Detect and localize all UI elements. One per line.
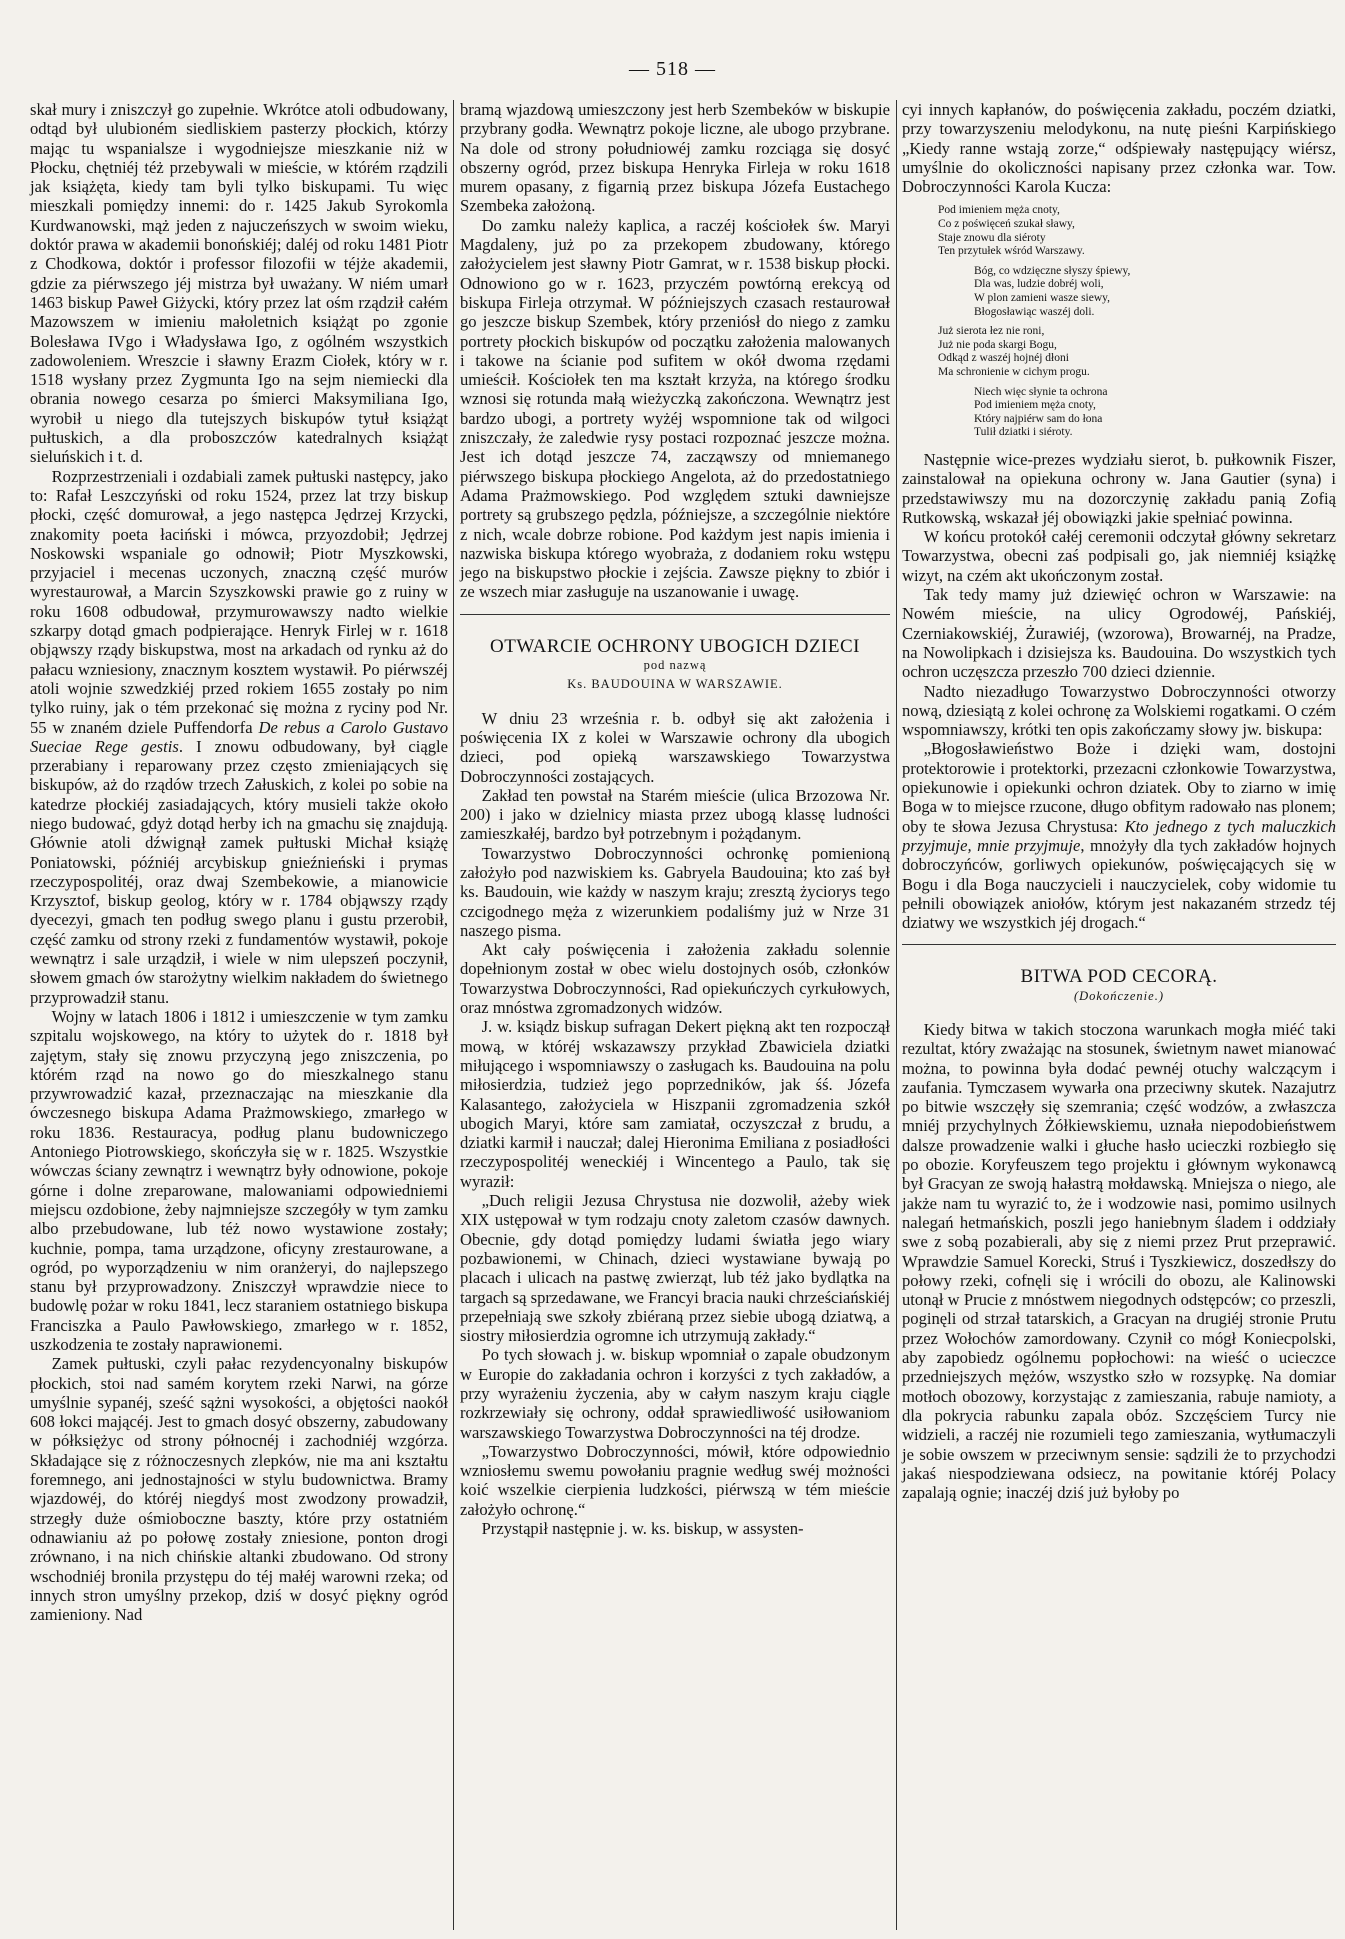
poem-line: Tulił dziatki i siéroty. (974, 426, 1073, 439)
column-divider (453, 100, 454, 1930)
section-rule (460, 614, 890, 615)
text-run: „Błogosławieństwo Boże i dzięki wam, dostojni protektorowie i protektorki, przezacni członkowie Towarzystwa, opiekunowie i opiekunki ochron dziatek. Oby to ziarno w imię Boga w to miejsce rzucone, długo obfitym radowało nas plonem; oby te słowa Jezusa Chrystusa: (902, 739, 1336, 836)
poem-line: Ten przytułek wśród Warszawy. (938, 245, 1085, 258)
paragraph (460, 100, 890, 216)
page-number: — 518 — (629, 58, 716, 80)
paragraph (30, 100, 448, 467)
text-run: W dniu 23 września r. b. odbył się akt założenia i poświęcenia IX z kolei w Warszawie ochrony dla ubogich dzieci, pod opieką warszawskiego Towarzystwa Dobroczynności zostających. (460, 708, 890, 786)
poem-line: Pod imieniem męża cnoty, (974, 399, 1096, 412)
text-run: bramą wjazdową umieszczony jest herb Szembeków w biskupie przybrany godła. Wewnątrz pokoje liczne, ale ubogo przybrane. Na dole od strony południowéj zamku rozciąga się dosyć obszerny ogród, przez biskupa Henryka Firleja w roku 1618 murem opasany, z figarnią przez biskupa Józefa Eustachego Szembeka założoną. (460, 100, 890, 216)
paragraph (30, 1007, 448, 1354)
poem-line: Dla was, ludzie dobréj woli, (974, 278, 1104, 291)
text-run: Zamek pułtuski, czyli pałac rezydencyonalny biskupów płockich, stoi nad samém korytem rzeki Narwi, na górze umyślnie sypanéj, sześć sążni wysokości, a objętości naokół 608 łokci mającéj. Jest to gmach dosyć obszerny, zabudowany w półksiężyc od strony północnéj i zachodniéj wzgórza. Składające się z różnoczesnych zlepków, nie ma ani kształtu foremnego, ani jednostajności w stylu budownictwa. Bramy wjazdowéj, do któréj niegdyś most zwodzony prowadził, strzegły duże ośmioboczne baszty, które przy ostatniém odnawianiu aż po połowę zostały zniesione, ponton drogi zrównano, i na nich chińskie altanki zbudowano. Od strony wschodniéj bronila przystępu do téj małéj warowni rzeka; od innych stron umyślny przekop, dziś w dosyć piękny ogród zamieniony. Nad (30, 1354, 448, 1625)
paragraph (460, 786, 890, 844)
section-subheading: Ks. BAUDOUINA W WARSZAWIE. (567, 677, 783, 692)
poem-line: Staje znowu dla siéroty (938, 231, 1046, 244)
paragraph (30, 467, 448, 1007)
paragraph (902, 585, 1336, 681)
poem-line: Bóg, co wdzięczne słyszy śpiewy, (974, 264, 1131, 277)
section-heading: BITWA POD CECORĄ. (1020, 966, 1218, 988)
poem-line: Niech więc słynie ta ochrona (974, 385, 1108, 398)
paragraph (902, 739, 1336, 932)
italic-text: Kto jednego z tych maluczkich przyjmuje, mnie przyjmuje (902, 816, 1336, 855)
text-run: skał mury i zniszczył go zupełnie. Wkrótce atoli odbudowany, odtąd był ulubioném siedliskiem pasterzy płockich, którzy mając tu wspanialsze i wygodniejsze mieszkanie niż w Płocku, chętniéj téż przebywali w mieście, w którém rządzili jak książęta, kiedy tam byli tylko biskupami. Tu więc mieszkali pomiędzy innemi: do r. 1425 Jakub Syrokomla Kurdwanowski, mąż jeden z najuczeńszych w swoim wieku, doktór prawa w akademii bonońskiéj; daléj od roku 1481 Piotr z Chodkowa, doktór i professor filozofii w téjże akademii, gdzie za piérwszego jéj mistrza był uważany. W niém umarł 1463 biskup Paweł Giżycki, który przez lat ośm rządził całém Mazowszem w imieniu małoletnich książąt po zgonie Bolesława IVgo i Władysława Igo, z ogólném wszystkich zadowoleniem. Wreszcie i sławny Erazm Ciołek, który w r. 1518 wysłany przez Zygmunta Igo na sejm niemiecki dla obrania nowego cesarza po śmierci Maksymiliana Igo, wyrobił u niego dla tutejszych biskupów tytuł książąt pułtuskich, a dla proboszczów katedralnych książąt sieluńskich i t. d. (30, 100, 448, 467)
text-run: Do zamku należy kaplica, a raczéj kościołek św. Maryi Magdaleny, już po za przekopem zbudowany, którego założycielem jest sławny Piotr Gamrat, w r. 1538 biskup płocki. Odnowiono go w r. 1623, przyczém powtórną erekcyą od biskupa Firleja otrzymał. W późniejszych czasach restaurował go jeszcze biskup Szembek, który przeniósł do niego z zamku portrety płockich biskupów od początku założenia malowanych i takowe na ścianie pod sufitem w okół dwoma rzędami umieścił. Kościołek ten ma kształt krzyża, na którego środku wznosi się rotunda małą wieżyczką zakończona. Wewnątrz jest bardzo ubogi, a portrety wyżéj wspomnione tak od wilgoci zniszczały, że zaledwie rysy postaci rozpoznać jeszcze można. Jest ich dotąd jeszcze 74, zacząwszy od mniemanego piérwszego biskupa płockiego Angelota, aż do przedostatniego Adama Prażmowskiego. Pod względem sztuki dawniejsze portrety są grubszego pędzla, późniejsze, a szczególnie niektóre z nich, wcale dobrze robione. Pod każdym jest napis imienia i nazwiska biskupa którego wyobraża, z dodaniem roku wstępu jego na biskupstwo płockie i zejścia. Zawsze piękny to zbiór i ze wszech miar zasługuje na uszanowanie i uwagę. (460, 215, 890, 602)
poem-line: Ma schronienie w cichym progu. (938, 366, 1090, 379)
text-run: Tak tedy mamy już dziewięć ochron w Warszawie: na Nowém mieście, na ulicy Ogrodowéj, Pańskiéj, Czerniakowskiéj, Żurawiéj, (wzorowa), Browarnéj, na Pradze, na Nowolipkach i dzisiejsza ks. Baudouina. Do wszystkich tych ochron uczęszcza przeszło 700 dzieci dziennie. (902, 585, 1336, 682)
text-run: Przystąpił następnie j. w. ks. biskup, w assysten- (481, 1519, 804, 1539)
paragraph (902, 100, 1336, 196)
text-run: Kiedy bitwa w takich stoczona warunkach mogła miéć taki rezultat, który zważając na stosunek, świetnym nawet mianować można, to powinna była dodać pewnéj otuchy walczącym i zaufania. Tymczasem wywarła ona przeciwny skutek. Nazajutrz po bitwie wszczęły się szemrania; część wodzów, a zwłaszcza mniéj przychylnych Żółkiewskiemu, uznała niepodobieństwem dalsze prowadzenie walki i głuche hasło ucieczki rozbiegło się po obozie. Koryfeuszem tego projektu i głównym wykonawcą był Gracyan ze swoją hałastrą mołdawską. Mniejsza o niego, ale jakże nam tu wyrazić to, że i wodzowie nasi, pomimo usilnych nalegań hetmańskich, poszli jego haniebnym śladem i oddziały swe z sobą pozabierali, aby się z niemi przez Prut przeprawić. Wprawdzie Samuel Korecki, Struś i Tyszkiewicz, doszedłszy do połowy rzeki, cofnęli się i wrócili do obozu, ale Kalinowski utonął w Prucie z mnóstwem niegodnych odstępców; co przeszli, poginęli od strzał tatarskich, a Gracyan na drugiéj stronie Prutu przez Wołochów zamordowany. Czynił co mógł Koniecpolski, aby zapobiedz ogólnemu popłochowi: na wieść o ucieczce przedniejszych mężów, wszystko szło w rozsypkę. Na domiar motłoch obozowy, korzystając z zamieszania, rabuje namioty, a dla pokrycia rabunku zapala obóz. Szczęściem Turcy nie widzieli, a raczéj nie rozumieli tego zamieszania, wytłumaczyli je sobie owszem w przeciwnym sensie: sądzili że to przychodzi jakaś niespodziewana odsiecz, na powitanie któréj Polacy zapalają ognie; inaczéj dziś już byłoby po (902, 1020, 1336, 1503)
text-run: J. w. ksiądz biskup sufragan Dekert piękną akt ten rozpoczął mową, w któréj wskazawszy przykład Zbawiciela dziatki miłującego i wspomniawszy o zasługach ks. Baudouina na polu miłosierdzia, tudzież jego poprzedników, jak śś. Józefa Kalasantego, założyciela w Hiszpanii zgromadzenia szkół ubogich Maryi, które sam zamiatał, oczyszczał z brudu, a dziatki karmił i nauczał; dalej Hieronima Emiliana z posiadłości rzeczypospolitéj weneckiéj i Wincentego a Paulo, tak się wyraził: (460, 1017, 890, 1191)
text-run: Rozprzestrzeniali i ozdabiali zamek pułtuski następcy, jako to: Rafał Leszczyński od roku 1524, przez lat trzy biskup płocki, część domurował, a jego następca Jędrzej Krzycki, znakomity poeta łaciński i mówca, przyozdobił; Jędrzej Noskowski wspaniale go odnowił; Piotr Myszkowski, przyjaciel i mecenas uczonych, znaczną część murów wyrestaurował, a Marcin Szyszkowski prawie go z ruiny w roku 1608 odbudował, przymurowawszy nadto wielkie szkarpy dotąd gmach podpierające. Henryk Firlej w r. 1618 objąwszy rządy biskupstwa, most na arkadach od rynku aż do pałacu wzniesiony, znacznym kosztem wystawił. Po piérwszéj atoli wojnie szwedzkiéj przed rokiem 1655 zostały po nim tylko ruiny, jak o tém przekonać się można z ryciny pod Nr. 55 w znaném dziele Puffendorfa (30, 466, 448, 737)
section-subheading: pod nazwą (643, 658, 707, 673)
paragraph (460, 844, 890, 940)
italic-text: De rebus a Carolo Gustavo Sueciae Rege gestis (30, 717, 449, 756)
poem-line: Który najpiérw sam do łona (974, 412, 1103, 425)
poem-stanza (974, 265, 1336, 319)
poem-stanza (938, 325, 1336, 379)
paragraph (902, 1020, 1336, 1502)
poem-stanza (974, 386, 1336, 440)
text-run: Następnie wice-prezes wydziału sierot, b. pułkownik Fiszer, zainstalował na opiekuna ochrony w. Jana Gautier (syna) i przedstawiwszy mu na dozorczynię zakładu panią Zofią Rutkowską, wskazał jéj obowiązki jakie spełniać powinna. (902, 449, 1336, 527)
paragraph (460, 709, 890, 786)
text-run: Wojny w latach 1806 i 1812 i umieszczenie w tym zamku szpitalu wojskowego, na który to użytek do r. 1818 był zajętym, stały się znowu przyczyną jego zniszczenia, po którém rząd na nowo go do mieszkalnego stanu przywrowadzić kazał, przeznaczając na mieszkanie dla ówczesnego biskupa Adama Prażmowskiego, zmarłego w roku 1836. Restauracya, podług planu budowniczego Antoniego Piotrowskiego, skończyła się w r. 1825. Wszystkie wówczas ściany zewnątrz i wewnątrz były odnowione, pokoje górne i dolne zreparowane, malowaniami odpowiedniemi miejscu ozdobione, żeby najmniejsze szczegóły w tym zamku albo przebudowane, lub téż nowo wystawione zostały; kuchnie, pompa, tama urządzone, oficyny zrestaurowane, a ogród, po wyporządzeniu w nim oranżeryi, do najlepszego stanu był przyprowadzony. Zniszczył wprawdzie niece to budowlę pożar w roku 1841, lecz staraniem ostatniego biskupa Franciszka a Paulo Pawłowskiego, zmarłego w r. 1852, uszkodzenia te zostały naprawionemi. (30, 1006, 448, 1354)
column-divider (896, 100, 897, 1930)
text-run: Zakład ten powstał na Starém mieście (ulica Brzozowa Nr. 200) i jako w dzielnicy miasta przez ubogą klassę ludności zamieszkałéj, bardzo był potrzebnym i pożądanym. (460, 785, 890, 844)
poem-line: W plon zamieni wasze siewy, (974, 292, 1111, 305)
text-run: „Towarzystwo Dobroczynności, mówił, które odpowiednio wzniosłemu swemu powołaniu pragnie według swéj możności koić wszelkie cierpienia ludzkości, piérwszą w tém mieście założyło ochronę.“ (460, 1441, 890, 1519)
poem-stanza (938, 204, 1336, 258)
column-3 (902, 100, 1336, 1502)
text-run: Towarzystwo Dobroczynności ochronkę pomienioną założyło pod nazwiskiem ks. Gabryela Baudouina; kto zaś był ks. Baudouin, wie każdy w naszym kraju; zresztą życiorys tego czcigodnego męża z wizerunkiem podaliśmy już w Nrze 31 naszego pisma. (460, 843, 890, 940)
text-run: Akt cały poświęcenia i założenia zakładu solennie dopełnionym został w obec wielu dostojnych osób, członków Towarzystwa Dobroczynności, Rad opiekuńczych cyrkułowych, oraz mnóstwa zgromadzonych widzów. (460, 940, 890, 1018)
section-subheading: (Dokończenie.) (1073, 988, 1164, 1003)
poem (938, 204, 1336, 440)
paragraph (460, 1345, 890, 1441)
column-1 (30, 100, 448, 1624)
text-run: Po tych słowach j. w. biskup wpomniał o zapale obudzonym w Europie do zakładania ochron i korzyści z tych zakładów, a przy wyrażeniu życzenia, aby w całym naszym kraju ciągle rozkrzewiały się ochrony, oddał sprawiedliwość usiłowaniom warszawskiego Towarzystwa Dobroczynności na téj drodze. (460, 1345, 890, 1442)
paragraph (902, 450, 1336, 527)
section-subheading-wrap (902, 987, 1336, 1006)
text-run: W końcu protokół całéj ceremonii odczytał główny sekretarz Towarzystwa, obecni zaś podpisali go, jak niemniéj książkę wizyt, na czém akt ukończonym został. (902, 527, 1336, 585)
section-rule (902, 944, 1336, 945)
paragraph (460, 1017, 890, 1191)
column-2 (460, 100, 890, 1538)
paragraph (460, 1442, 890, 1519)
section-heading: OTWARCIE OCHRONY UBOGICH DZIECI (490, 635, 860, 657)
text-run: cyi innych kapłanów, do poświęcenia zakładu, poczém dziatki, przy towarzyszeniu melodykonu, na nutę pieśni Karpińskiego „Kiedy ranne wstają zorze,“ odśpiewały następujący wiérsz, umyślnie do okoliczności napisany przez członka war. Tow. Dobroczynności Karola Kucza: (902, 100, 1336, 197)
paragraph (460, 940, 890, 1017)
paragraph (902, 527, 1336, 585)
poem-line: Już nie poda skargi Bogu, (938, 338, 1057, 351)
text-run: . I znowu odbudowany, był ciągle przerabiany i reparowany przez często zmieniających się biskupów, aż do rządów trzech Załuskich, z kolei po sobie na katedrze płockiéj zasiadających, który musieli także około niego budować, gdyż dotąd herby ich na gmachu się znajdują. Głównie atoli dźwignął zamek pułtuski Michał książę Poniatowski, późniéj arcybiskup gnieźnieński i prymas rzeczypospolitéj, oraz dwaj Szembekowie, a mianowicie Krzysztof, biskup geolog, który w r. 1784 objąwszy rządy dyecezyi, gmach ten podług swego planu i gustu przerobił, część zamku od strony rzeki z fundamentów wystawił, pokoje wewnątrz i sale urządził, i wiele w nim ulepszeń poczynił, słowem gmach ów starożytny wielkim nakładem do świetnego przyprowadził stanu. (30, 736, 448, 1007)
paragraph (460, 1519, 890, 1538)
paragraph (460, 1191, 890, 1345)
text-run: , mnożyły dla tych zakładów hojnych dobroczyńców, gorliwych opiekunów, poświęcających się w Bogu i dla Boga nauczycieli i nauczycielek, coby widomie tu pełnili obowiązek aniołów, którym jest nakazaném strzedz téj dziatwy we wszystkich jéj drogach.“ (902, 835, 1336, 933)
poem-line: Co z poświęceń szukał sławy, (938, 218, 1075, 231)
text-run: „Duch religii Jezusa Chrystusa nie dozwolił, ażeby wiek XIX ustępował w tym rodzaju cnoty zaletom czasów dawnych. Obecnie, gdy dotąd pomiędzy ludami światła jego wiary pozbawionemi, w Chinach, dzieci wystawiane bywają po placach i ulicach na pastwę zwierząt, lub téż jako bydlątka na targach są sprzedawane, we Francyi bracia nauki chrześciańskiéj przepełniają swe szkoły zbiéraną przez siebie ubogą dziatwą, a siostry miłosierdzia ogromne ich utrzymują zakłady.“ (460, 1191, 891, 1346)
poem-line: Błogosławiąc waszéj doli. (974, 305, 1095, 318)
poem-line: Już sierota łez nie roni, (938, 325, 1045, 338)
poem-line: Pod imieniem męża cnoty, (938, 204, 1060, 217)
poem-line: Odkąd z waszéj hojnéj dłoni (938, 352, 1069, 365)
text-run: Nadto niezadługo Towarzystwo Dobroczynności otworzy nową, dziesiątą z kolei ochronę za Wolskiemi rogatkami. O czém wspomniawszy, krótki ten opis zakończamy słowy jw. biskupa: (902, 681, 1336, 740)
paragraph (30, 1354, 448, 1624)
paragraph (902, 682, 1336, 740)
paragraph (460, 216, 890, 602)
